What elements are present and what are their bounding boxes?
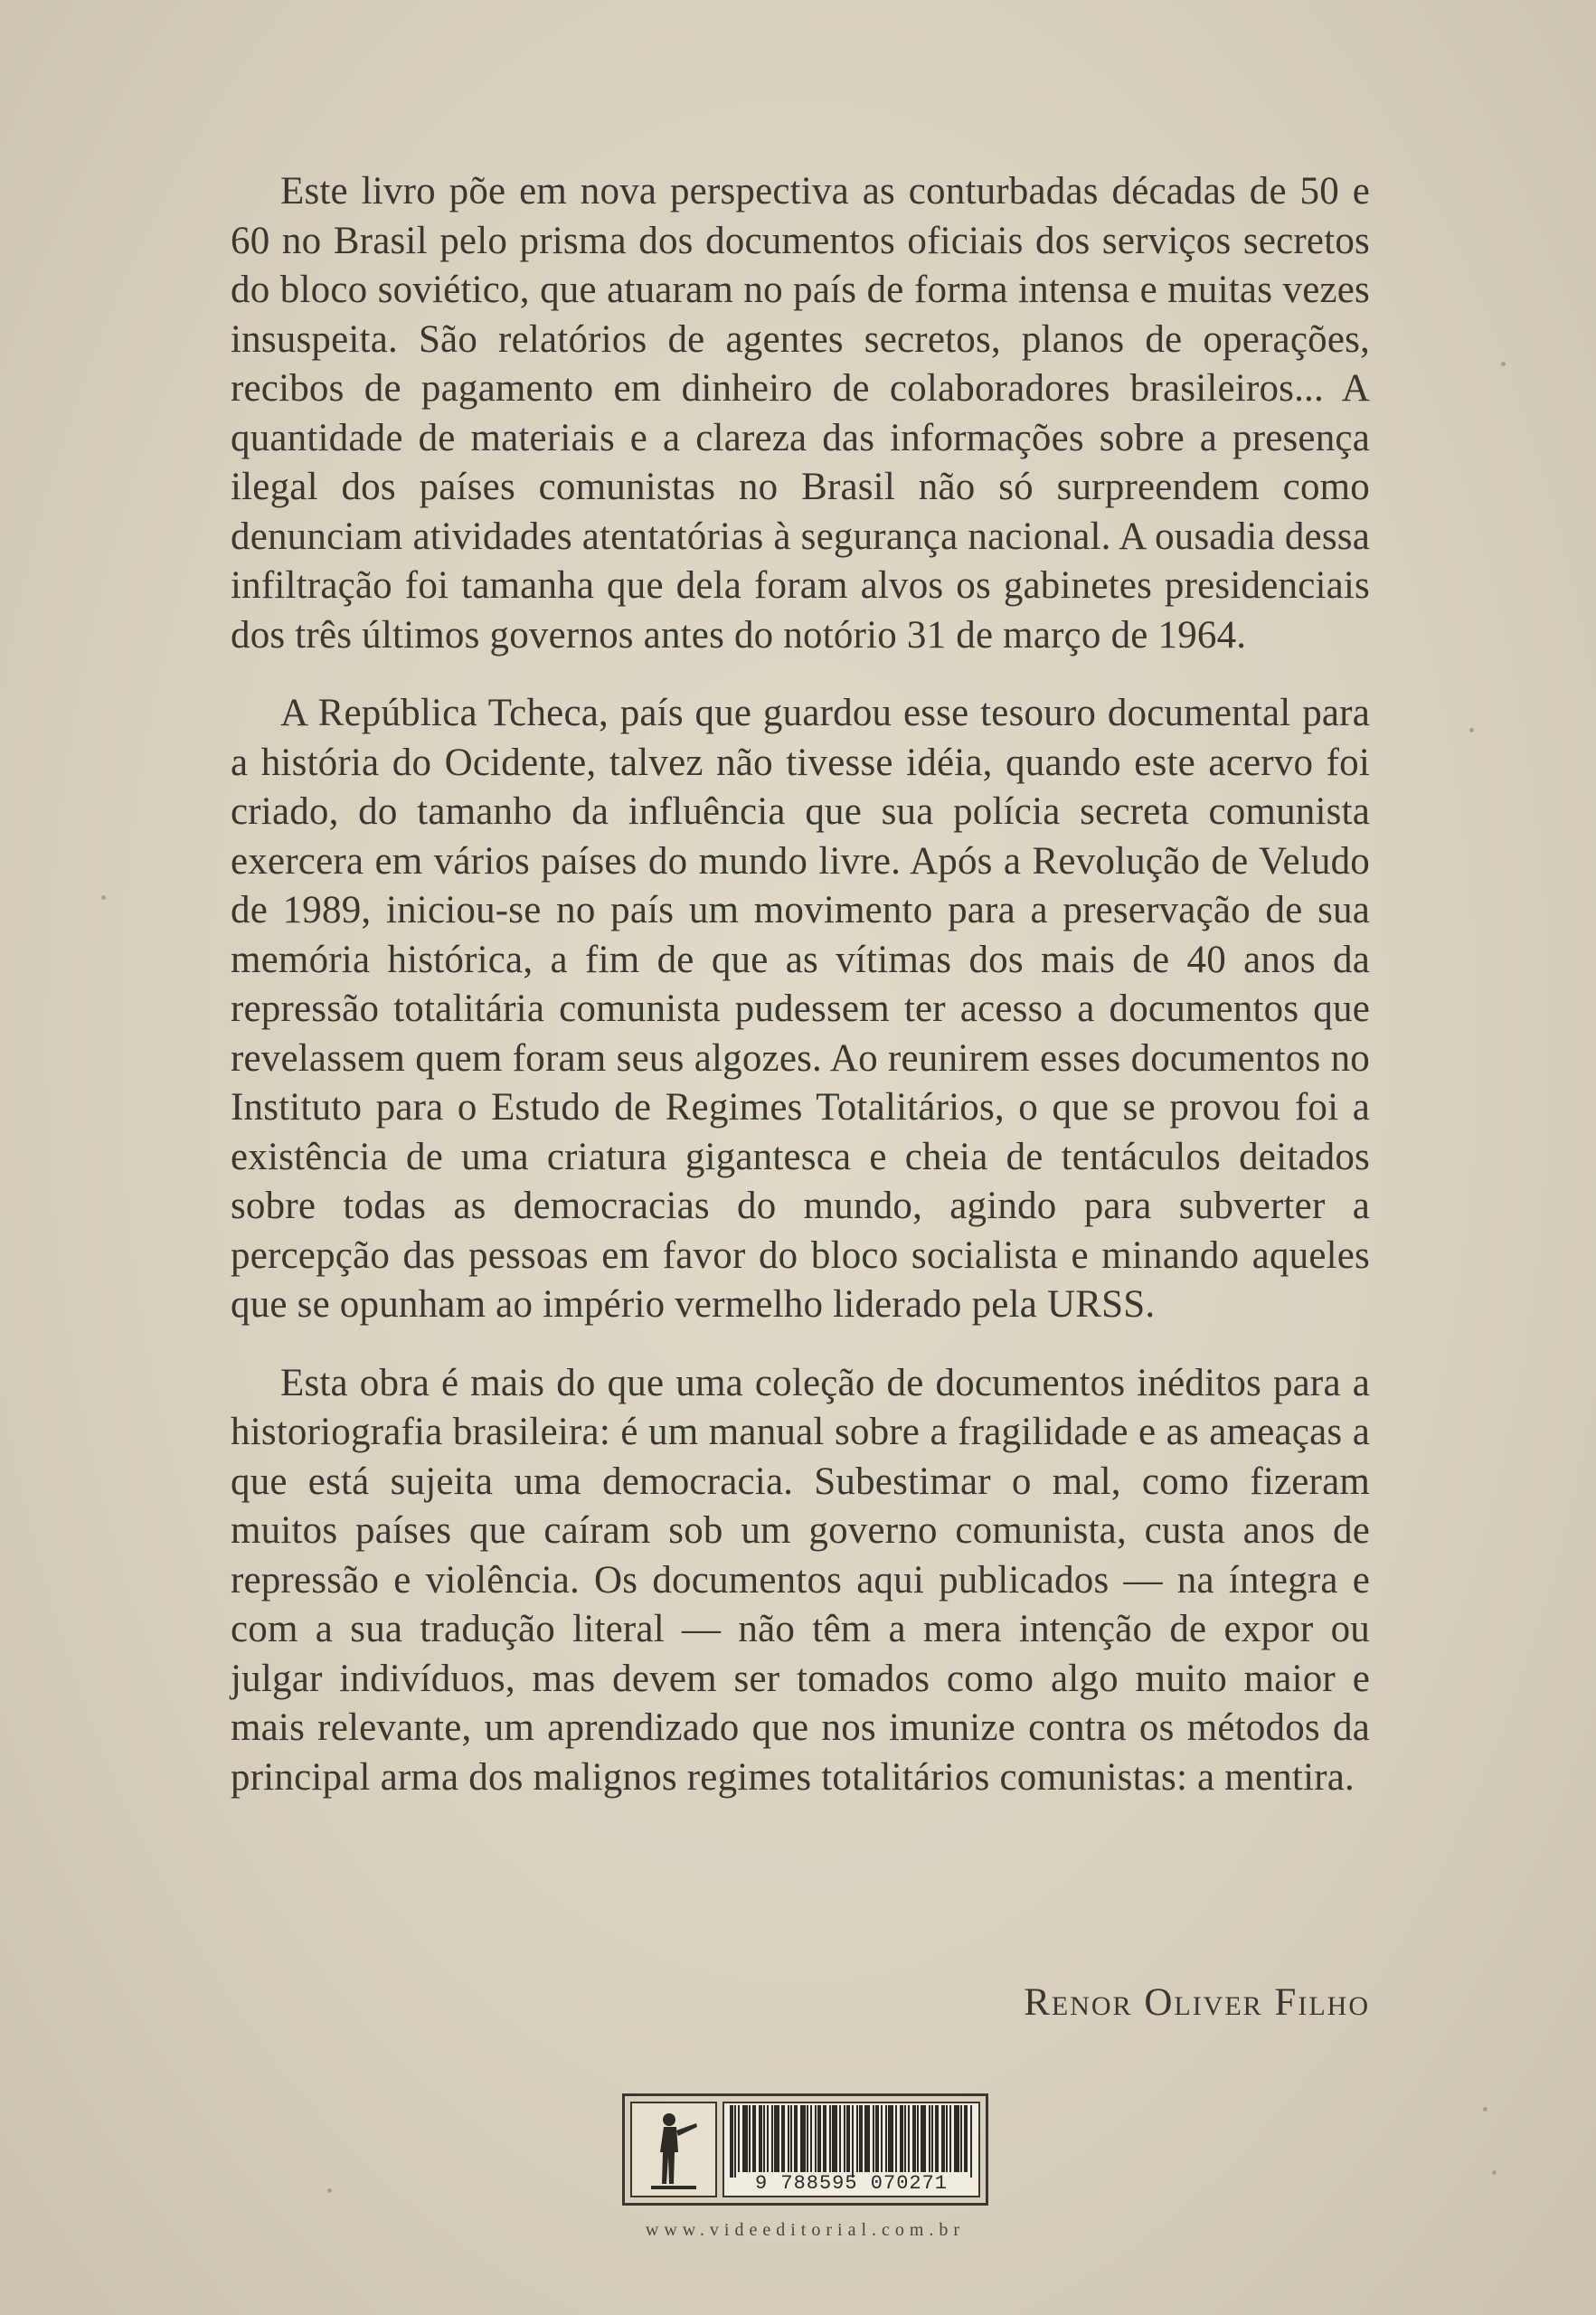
- barcode-bar: [788, 2105, 789, 2172]
- barcode-bar: [844, 2105, 845, 2172]
- barcode-bar: [852, 2105, 854, 2178]
- barcode-bar: [935, 2105, 939, 2172]
- synopsis-paragraph-3: Esta obra é mais do que uma coleção de documentos inéditos para a historiografia brasileira: é um manual sobre a fragilidade e as ameaças a que está sujeita uma democracia. Subestimar o mal, como fizeram muitos países que caíram sob um governo comunista, custa anos de repressão e violência. Os documentos aqui publicados — na íntegra e com a sua tradução literal — não têm a mera intenção de expor ou julgar indivíduos, mas devem ser tomados como algo muito maior e mais relevante, um aprendizado que nos imunize contra os métodos da principal arma dos malignos regimes totalitários comunistas: a mentira.: [231, 1361, 1370, 1799]
- barcode-bar: [888, 2105, 893, 2172]
- barcode-bar: [817, 2105, 821, 2172]
- barcode-bar: [917, 2105, 919, 2172]
- paper-speck: [327, 2188, 332, 2193]
- barcode-bar: [900, 2105, 903, 2172]
- barcode-bar: [790, 2105, 792, 2172]
- barcode-bar: [881, 2105, 883, 2172]
- barcode-bar: [875, 2105, 879, 2172]
- barcode-bar: [771, 2105, 773, 2172]
- barcode-bar: [941, 2105, 945, 2172]
- barcode-bar: [885, 2105, 887, 2172]
- barcode-bar: [742, 2105, 748, 2172]
- barcode-bar: [856, 2105, 858, 2172]
- publisher-logo: [630, 2102, 717, 2197]
- barcode-bar: [752, 2105, 756, 2172]
- barcode-bar: [763, 2105, 765, 2172]
- barcode-bar: [839, 2105, 841, 2172]
- barcode-bar: [774, 2105, 779, 2172]
- barcode-bar: [823, 2105, 826, 2172]
- barcode-bar: [921, 2105, 926, 2172]
- barcode-bar: [730, 2105, 733, 2178]
- barcode-bar: [931, 2105, 933, 2172]
- barcode-bar: [829, 2105, 831, 2172]
- publisher-website: www.videeditorial.com.br: [645, 2220, 966, 2240]
- barcode-bar: [908, 2105, 910, 2172]
- isbn-barcode: [722, 2102, 980, 2197]
- barcode-bar: [912, 2105, 916, 2172]
- barcode-bar: [895, 2105, 897, 2172]
- barcode-bar: [832, 2105, 837, 2172]
- barcode-bar: [815, 2105, 817, 2172]
- barcode-bar: [738, 2105, 740, 2172]
- barcode-panel: [622, 2093, 988, 2206]
- barcode-bar: [810, 2105, 812, 2172]
- paper-speck: [1469, 728, 1474, 732]
- barcode-bar: [807, 2105, 808, 2172]
- barcode-bar: [960, 2105, 962, 2172]
- paper-speck: [1492, 2170, 1497, 2175]
- paper-speck: [101, 895, 106, 900]
- isbn-number: 9 788595 070271: [754, 2172, 949, 2195]
- barcode-bar: [859, 2105, 863, 2172]
- barcode-bar: [759, 2105, 762, 2172]
- barcode-bar: [749, 2105, 751, 2172]
- barcode-bar: [781, 2105, 785, 2172]
- barcode-bar: [946, 2105, 948, 2172]
- paper-speck: [1483, 2107, 1487, 2112]
- synopsis-paragraph-1: Este livro põe em nova perspectiva as conturbadas décadas de 50 e 60 no Brasil pelo prisma dos documentos oficiais dos serviços secretos do bloco soviético, que atuaram no país de forma intensa e muitas vezes insuspeita. São relatórios de agentes secretos, planos de operações, recibos de pagamento em dinheiro de colaboradores brasileiros... A quantidade de materiais e a clareza das informações sobre a presença ilegal dos países comunistas no Brasil não só surpreendem como denunciam atividades atentatórias à segurança nacional. A ousadia dessa infiltração foi tamanha que dela foram alvos os gabinetes presidenciais dos três últimos governos antes do notório 31 de março de 1964.: [231, 170, 1370, 657]
- author-signature: Renor Oliver Filho: [1024, 1981, 1370, 2024]
- barcode-bar: [949, 2105, 951, 2172]
- barcode-bar: [734, 2105, 736, 2178]
- barcode-bar: [954, 2105, 959, 2172]
- barcode-bar: [846, 2105, 850, 2172]
- barcode-bar: [767, 2105, 769, 2172]
- paper-speck: [1501, 362, 1506, 366]
- barcode-bar: [964, 2105, 968, 2172]
- barcode-bars: [728, 2105, 975, 2172]
- barcode-bar: [794, 2105, 798, 2172]
- barcode-bar: [904, 2105, 906, 2172]
- barcode-bar: [929, 2105, 930, 2172]
- barcode-bar: [873, 2105, 874, 2172]
- synopsis-text: [231, 167, 1370, 1831]
- publisher-logo-icon: [642, 2107, 705, 2193]
- synopsis-paragraph-2: A República Tcheca, país que guardou esse tesouro documental para a história do Ocidente, talvez não tivesse idéia, quando este acervo foi criado, do tamanho da influência que sua polícia secreta comunista exercera em vários países do mundo livre. Após a Revolução de Veludo de 1989, iniciou-se no país um movimento para a preservação de sua memória histórica, a fim de que as vítimas dos mais de 40 anos da repressão totalitária comunista pudessem ter acesso a documentos que revelassem quem foram seus algozes. Ao reunirem esses documentos no Instituto para o Estudo de Regimes Totalitários, o que se provou foi a existência de uma criatura gigantesca e cheia de tentáculos deitados sobre todas as democracias do mundo, agindo para subverter a percepção das pessoas em favor do bloco socialista e minando aqueles que se opunham ao império vermelho liderado pela URSS.: [231, 692, 1370, 1326]
- barcode-bar: [800, 2105, 806, 2172]
- barcode-bar: [864, 2105, 870, 2172]
- barcode-bar: [970, 2105, 972, 2178]
